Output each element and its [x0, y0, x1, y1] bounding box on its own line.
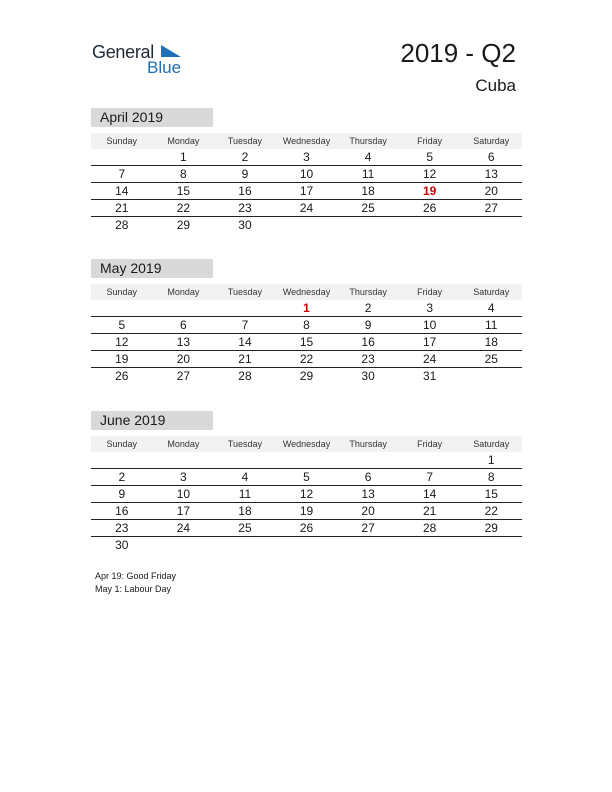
day-cell: 28 — [115, 218, 129, 232]
day-cell — [337, 537, 399, 554]
day-cell: 6 — [364, 470, 372, 484]
week-row — [91, 317, 522, 334]
weekday-label: Thursday — [349, 136, 387, 146]
day-cell — [276, 452, 338, 468]
week-row — [91, 200, 522, 217]
day-cell: 9 — [118, 487, 126, 501]
weekday-header-row — [91, 133, 522, 149]
day-cell: 6 — [180, 318, 187, 332]
day-cell: 12 — [299, 487, 314, 501]
week-row — [91, 334, 522, 351]
day-cell: 5 — [426, 150, 434, 164]
day-cell: 25 — [238, 521, 252, 535]
week-row — [91, 217, 522, 234]
day-cell — [337, 217, 399, 234]
day-cell: 26 — [115, 369, 129, 383]
day-cell: 14 — [423, 487, 437, 501]
weekday-label: Wednesday — [282, 136, 331, 146]
weekday-label: Sunday — [106, 439, 138, 449]
day-cell: 24 — [176, 521, 191, 535]
day-cell — [91, 300, 153, 316]
day-cell: 28 — [423, 521, 437, 535]
day-cell: 25 — [361, 201, 375, 215]
day-cell: 11 — [485, 318, 498, 332]
day-cell: 13 — [361, 487, 375, 501]
logo-general-text: General — [92, 42, 154, 62]
day-cell — [153, 452, 215, 468]
brand-logo — [92, 40, 192, 80]
day-cell: 17 — [423, 335, 437, 349]
page-title: 2019 - Q2 — [400, 38, 516, 68]
day-cell: 18 — [361, 184, 375, 198]
week-row — [91, 368, 522, 385]
day-cell: 9 — [241, 167, 249, 181]
day-cell: 23 — [361, 352, 375, 366]
logo-triangle-icon — [159, 44, 183, 58]
day-cell: 21 — [115, 201, 129, 215]
day-cell: 4 — [364, 150, 372, 164]
day-cell: 7 — [118, 167, 126, 181]
day-cell: 12 — [423, 167, 437, 181]
weekday-label: Saturday — [473, 287, 510, 297]
day-cell: 16 — [115, 504, 129, 518]
holiday-note: May 1: Labour Day — [95, 583, 172, 594]
day-cell — [460, 217, 522, 234]
weekday-label: Friday — [417, 287, 443, 297]
day-cell: 5 — [303, 470, 310, 484]
day-cell: 11 — [361, 167, 375, 181]
day-cell: 8 — [487, 470, 495, 484]
day-cell: 13 — [484, 167, 498, 181]
month-block-april — [91, 108, 522, 234]
day-cell — [214, 300, 276, 316]
weekday-label: Wednesday — [282, 439, 331, 449]
month-label: May 2019 — [91, 259, 213, 278]
day-cell: 19 — [115, 352, 129, 366]
weekday-label: Saturday — [473, 439, 510, 449]
day-cell: 26 — [299, 521, 314, 535]
day-cell — [214, 537, 276, 554]
day-cell: 26 — [423, 201, 437, 215]
holiday-note: Apr 19: Good Friday — [95, 571, 177, 581]
day-cell: 24 — [299, 201, 314, 215]
holiday-day-cell: 1 — [303, 301, 310, 315]
day-cell — [337, 452, 399, 468]
week-row — [91, 537, 522, 554]
week-row — [91, 452, 522, 469]
month-block-may — [91, 259, 522, 385]
country-name: Cuba — [475, 76, 516, 95]
day-cell: 27 — [484, 201, 498, 215]
week-row — [91, 520, 522, 537]
weekday-label: Sunday — [106, 287, 138, 297]
weekday-label: Friday — [417, 439, 443, 449]
week-row — [91, 183, 522, 200]
week-row — [91, 503, 522, 520]
holiday-notes — [95, 570, 176, 595]
day-cell: 4 — [487, 301, 495, 315]
day-cell: 4 — [241, 470, 249, 484]
day-cell: 19 — [299, 504, 314, 518]
weekday-label: Monday — [167, 287, 200, 297]
logo-blue-text: Blue — [147, 58, 182, 77]
day-cell — [276, 537, 338, 554]
week-row — [91, 300, 522, 317]
day-cell: 17 — [176, 504, 191, 518]
day-cell: 21 — [238, 352, 252, 366]
weekday-label: Sunday — [106, 136, 138, 146]
day-cell: 10 — [299, 167, 314, 181]
weekday-label: Monday — [167, 136, 200, 146]
weekday-label: Tuesday — [227, 136, 263, 146]
day-cell — [399, 537, 461, 554]
day-cell: 15 — [299, 335, 314, 349]
day-cell: 18 — [484, 335, 498, 349]
day-cell: 8 — [303, 318, 310, 332]
day-cell: 15 — [176, 184, 191, 198]
day-cell: 7 — [241, 318, 249, 332]
weekday-header-row — [91, 284, 522, 300]
day-cell: 1 — [487, 453, 495, 467]
day-cell: 3 — [303, 150, 310, 164]
month-block-june — [91, 411, 522, 554]
week-row — [91, 469, 522, 486]
day-cell: 22 — [484, 504, 498, 518]
day-cell: 29 — [484, 521, 498, 535]
weekday-label: Tuesday — [227, 439, 263, 449]
day-cell: 11 — [238, 487, 252, 501]
day-cell: 10 — [176, 487, 191, 501]
weekday-label: Tuesday — [227, 287, 263, 297]
day-cell: 5 — [118, 318, 126, 332]
week-row — [91, 351, 522, 368]
day-cell: 29 — [299, 369, 314, 383]
day-cell: 20 — [484, 184, 498, 198]
day-cell — [214, 452, 276, 468]
weekday-label: Thursday — [349, 439, 387, 449]
holiday-day-cell: 19 — [423, 184, 437, 198]
weekday-label: Thursday — [349, 287, 387, 297]
day-cell: 30 — [361, 369, 375, 383]
day-cell: 23 — [238, 201, 252, 215]
day-cell: 8 — [180, 167, 187, 181]
weekday-label: Wednesday — [282, 287, 331, 297]
day-cell — [91, 452, 153, 468]
day-cell: 6 — [487, 150, 495, 164]
day-cell: 23 — [115, 521, 129, 535]
day-cell: 30 — [115, 538, 129, 552]
day-cell: 16 — [238, 184, 252, 198]
day-cell: 22 — [176, 201, 191, 215]
week-row — [91, 486, 522, 503]
day-cell: 31 — [423, 369, 437, 383]
day-cell — [276, 217, 338, 234]
month-label: April 2019 — [91, 108, 213, 127]
day-cell — [460, 368, 522, 385]
day-cell — [460, 537, 522, 554]
day-cell: 10 — [423, 318, 437, 332]
day-cell: 24 — [423, 352, 437, 366]
day-cell: 3 — [426, 301, 434, 315]
day-cell: 9 — [364, 318, 372, 332]
day-cell: 2 — [364, 301, 372, 315]
day-cell: 27 — [176, 369, 191, 383]
day-cell: 15 — [484, 487, 498, 501]
day-cell — [91, 149, 153, 165]
day-cell — [153, 300, 215, 316]
day-cell: 1 — [180, 150, 187, 164]
day-cell: 16 — [361, 335, 375, 349]
day-cell: 14 — [115, 184, 129, 198]
weekday-label: Monday — [167, 439, 200, 449]
day-cell: 28 — [238, 369, 252, 383]
day-cell: 14 — [238, 335, 252, 349]
weekday-label: Friday — [417, 136, 443, 146]
day-cell: 29 — [176, 218, 191, 232]
week-row — [91, 149, 522, 166]
day-cell: 20 — [361, 504, 375, 518]
day-cell: 2 — [241, 150, 249, 164]
day-cell: 30 — [238, 218, 252, 232]
day-cell: 3 — [180, 470, 187, 484]
day-cell: 25 — [484, 352, 498, 366]
day-cell: 2 — [118, 470, 126, 484]
day-cell: 18 — [238, 504, 252, 518]
day-cell: 27 — [361, 521, 375, 535]
day-cell: 7 — [426, 470, 434, 484]
week-row — [91, 166, 522, 183]
day-cell: 17 — [299, 184, 314, 198]
month-label: June 2019 — [91, 411, 213, 430]
day-cell — [399, 452, 461, 468]
day-cell: 20 — [176, 352, 191, 366]
day-cell: 12 — [115, 335, 129, 349]
day-cell — [399, 217, 461, 234]
weekday-label: Saturday — [473, 136, 510, 146]
day-cell: 22 — [299, 352, 314, 366]
day-cell: 21 — [423, 504, 437, 518]
day-cell — [153, 537, 215, 554]
weekday-header-row — [91, 436, 522, 452]
day-cell: 13 — [176, 335, 191, 349]
